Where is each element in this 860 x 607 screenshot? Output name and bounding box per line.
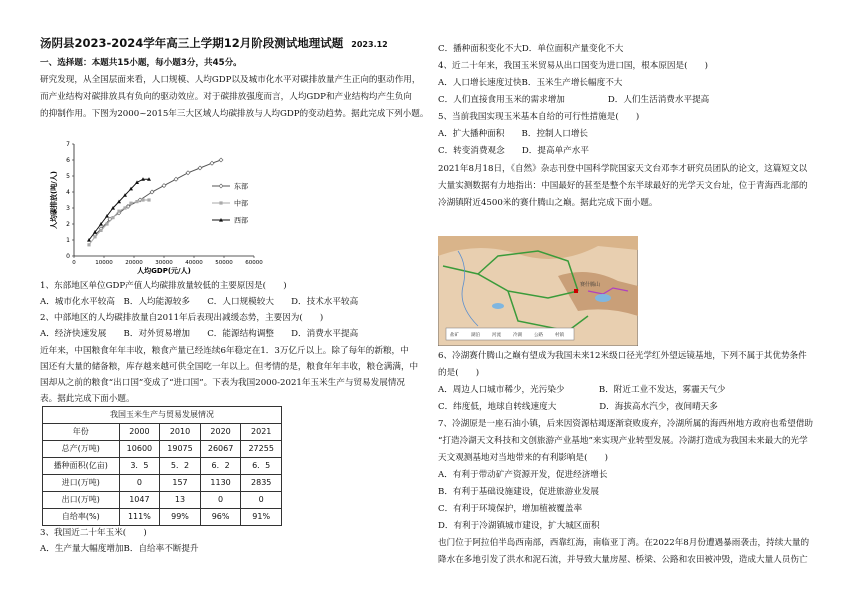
q7-intro-3: 天文观测基地对当地带来的有利影响是( ) [438, 453, 608, 463]
table-header: 年份 [43, 424, 120, 441]
legend-item: 湖泊 [471, 333, 480, 338]
q7-option-d: D．有利于冷湖镇城市建设，扩大城区面积 [438, 521, 600, 531]
legend-item: 冷湖 [513, 333, 522, 338]
data-point [99, 229, 102, 232]
q4-options-ab: A．人口增长速度过快B．玉米生产增长幅度不大 [438, 78, 623, 88]
table-row [43, 458, 282, 475]
table-header: 2010 [160, 424, 201, 441]
q6-options-cd: C．纬度低，地球自转线速度大 D．海拔高水汽少，夜间晴天多 [438, 402, 718, 412]
x-axis-label: 人均GDP(元/人) [137, 267, 191, 275]
q3-options-cd: C．播种面积变化不大D．单位面积产量变化不大 [438, 44, 624, 54]
x-tick-label: 60000 [245, 260, 263, 266]
place-label: 赛什腾山 [580, 282, 601, 288]
table-row [43, 441, 282, 458]
lake [492, 303, 504, 309]
data-point [87, 243, 90, 246]
y-tick-label: 2 [66, 221, 70, 228]
data-point [198, 166, 202, 170]
data-point [123, 206, 126, 209]
data-point [93, 235, 96, 238]
table-cell: 6．5 [241, 458, 282, 475]
section-heading: 一、选择题：本题共15小题，每小题3分，共45分。 [40, 58, 242, 68]
q3-options: A．生产量大幅度增加B．自给率不断提升 [40, 544, 199, 554]
x-tick-label: 50000 [215, 260, 233, 266]
exam-title [40, 36, 388, 52]
table-cell: 1130 [200, 475, 241, 492]
lenghu-map [438, 236, 638, 346]
title-text: 汤阴县2023-2024学年高三上学期12月阶段测试地理试题 [40, 36, 344, 50]
q3-stem: 3、我国近二十年玉米( ) [40, 528, 147, 538]
legend-marker [219, 184, 223, 188]
legend-label: 东部 [234, 182, 248, 191]
legend-item: 公路 [534, 333, 543, 338]
obs-intro-2: 大量实测数据有力地指出：中国最好的甚至是整个东半球最好的光学天文台址，位于青海西北部的 [438, 181, 808, 191]
legend-item: 村镇 [555, 333, 564, 338]
table-header: 2000 [119, 424, 160, 441]
yemen-intro-2: 降水在多地引发了洪水和泥石流，并导致大量房屋、桥梁、公路和农田被冲毁，造成大量人员伤亡 [438, 555, 808, 565]
table-cell: 91% [241, 509, 282, 526]
data-point [162, 184, 166, 188]
intro-line-2: 而产业结构对碳排放具有负向的驱动效应。对于碳排放强度而言，人均GDP和产业结构均产生负向 [40, 92, 412, 102]
carbon-gdp-chart [48, 140, 280, 280]
table-cell: 27255 [241, 441, 282, 458]
obs-intro-3: 冷湖镇附近4500米的赛什腾山之巅。据此完成下面小题。 [438, 198, 658, 208]
q7-intro-1: 7、冷湖原是一座石油小镇，后来因资源枯竭逐渐衰败废弃，冷湖所属的海西州地方政府也希望借助 [438, 419, 814, 429]
table-cell: 111% [119, 509, 160, 526]
table-row [43, 475, 282, 492]
data-point [147, 198, 150, 201]
table-cell: 进口(万吨) [43, 475, 120, 492]
q7-intro-2: “打造冷湖天文科技和文创旅游产业基地”来实现产业转型发展。冷湖打造成为我国未来最大的光学 [438, 436, 808, 446]
series-line-东部 [95, 160, 221, 235]
x-tick-label: 0 [72, 260, 76, 266]
table-cell: 2835 [241, 475, 282, 492]
q7-option-a: A．有利于带动矿产资源开发，促进经济增长 [438, 470, 608, 480]
corn-intro-2: 国还有大量的储备粮，库存越来越可供全国吃一年以上。但考情的是，粮食年年丰收，粮仓满满，中 [40, 362, 419, 372]
data-point [219, 158, 223, 162]
q4-options-cd: C．人们直接食用玉米的需求增加 D．人们生活消费水平提高 [438, 95, 710, 105]
table-cell: 0 [241, 492, 282, 509]
lake [595, 294, 611, 302]
table-cell: 6．2 [200, 458, 241, 475]
y-tick-label: 5 [66, 173, 70, 180]
title-date: 2023.12 [351, 40, 388, 49]
table-cell: 总产(万吨) [43, 441, 120, 458]
site-marker [574, 289, 578, 293]
q5-stem: 5、当前我国实现玉米基本自给的可行性措施是( ) [438, 112, 640, 122]
yemen-intro-1: 也门位于阿拉伯半岛西南部，西靠红海，南临亚丁湾。在2022年8月份遭遇暴雨袭击，持续大量的 [438, 538, 810, 548]
table-cell: 157 [160, 475, 201, 492]
y-axis-label: 人均碳排放(吨/人) [50, 171, 58, 229]
legend-label: 西部 [234, 216, 248, 225]
series-line-中部 [89, 200, 149, 245]
obs-intro-1: 2021年8月18日，《自然》杂志刊登中国科学院国家天文台邓李才研究员团队的论文，这篇短文以 [438, 164, 808, 174]
table-row [43, 509, 282, 526]
table-cell: 26067 [200, 441, 241, 458]
q7-option-c: C．有利于环境保护，增加植被覆盖率 [438, 504, 583, 514]
y-tick-label: 6 [66, 157, 70, 164]
table-cell: 96% [200, 509, 241, 526]
data-point [129, 202, 132, 205]
legend-label: 中部 [234, 199, 248, 208]
intro-line-3: 的抑制作用。下图为2000~2015年三大区域人均碳排放与人均GDP的变动趋势。据此完成下列小题。 [40, 109, 429, 119]
data-point [105, 222, 108, 225]
table-cell: 19075 [160, 441, 201, 458]
data-point [135, 200, 138, 203]
table-header: 2021 [241, 424, 282, 441]
table-cell: 自给率(%) [43, 509, 120, 526]
y-tick-label: 1 [66, 237, 70, 244]
legend-marker [219, 201, 222, 204]
q2-stem: 2、中部地区的人均碳排放量自2011年后表现出减缓态势，主要因为( ) [40, 313, 324, 323]
corn-intro-4: 表。据此完成下面小题。 [40, 394, 135, 404]
x-tick-label: 10000 [95, 260, 113, 266]
corn-table [42, 406, 282, 526]
table-cell: 5．2 [160, 458, 201, 475]
x-tick-label: 20000 [125, 260, 143, 266]
data-point [210, 161, 214, 165]
q1-options: A．城市化水平较高 B．人均能源较多 C．人口规模较大 D．技术水平较高 [40, 297, 359, 307]
table-caption: 我国玉米生产与贸易发展情况 [43, 407, 282, 424]
y-tick-label: 3 [66, 205, 70, 212]
y-tick-label: 7 [66, 141, 70, 148]
q6-options-ab: A．周边人口城市稀少，光污染少 B．附近工业不发达，雾霾天气少 [438, 385, 726, 395]
data-point [174, 177, 178, 181]
y-tick-label: 0 [66, 253, 70, 260]
data-point [141, 198, 144, 201]
q6-stem: 6、冷湖赛什腾山之巅有望成为我国未来12米级口径光学红外望远镜基地，下列不属于其优势条件 [438, 351, 807, 361]
x-tick-label: 40000 [185, 260, 203, 266]
table-cell: 99% [160, 509, 201, 526]
table-cell: 10600 [119, 441, 160, 458]
table-cell: 0 [119, 475, 160, 492]
q1-stem: 1、东部地区单位GDP产值人均碳排放量较低的主要原因是( ) [40, 281, 287, 291]
table-cell: 0 [200, 492, 241, 509]
table-header-row [43, 424, 282, 441]
table-cell: 1047 [119, 492, 160, 509]
q7-option-b: B．有利于基础设施建设，促进旅游业发展 [438, 487, 600, 497]
table-cell: 播种面积(亿亩) [43, 458, 120, 475]
y-tick-label: 4 [66, 189, 70, 196]
legend-item: 盐矿 [450, 333, 459, 338]
data-point [111, 216, 114, 219]
q6-stem-2: 的是( ) [438, 368, 480, 378]
x-tick-label: 30000 [155, 260, 173, 266]
table-header: 2020 [200, 424, 241, 441]
table-row [43, 492, 282, 509]
corn-intro-3: 国却从之前的粮食“出口国”变成了“进口国”。下表为我国2000-2021年玉米生产与贸易发展情况 [40, 378, 406, 388]
q5-options-cd: C．转变消费观念 D．提高单产水平 [438, 146, 589, 156]
q2-options: A．经济快速发展 B．对外贸易增加 C．能源结构调整 D．消费水平提高 [40, 329, 359, 339]
table-cell: 3．5 [119, 458, 160, 475]
table-cell: 出口(万吨) [43, 492, 120, 509]
intro-line-1: 研究发现，从全国层面来看，人口规模、人均GDP以及城市化水平对碳排放量产生正向的驱动作用， [40, 75, 421, 85]
data-point [117, 210, 120, 213]
table-cell: 13 [160, 492, 201, 509]
legend-item: 河流 [492, 333, 501, 338]
data-point [186, 171, 190, 175]
corn-intro-1: 近年来，中国粮食年年丰收，粮食产量已经连续6年稳定在1．3万亿斤以上。除了每年的新粮，中 [40, 346, 409, 356]
q5-options-ab: A．扩大播种面积 B．控制人口增长 [438, 129, 589, 139]
q4-stem: 4、近二十年来，我国玉米贸易从出口国变为进口国，根本原因是( ) [438, 61, 708, 71]
